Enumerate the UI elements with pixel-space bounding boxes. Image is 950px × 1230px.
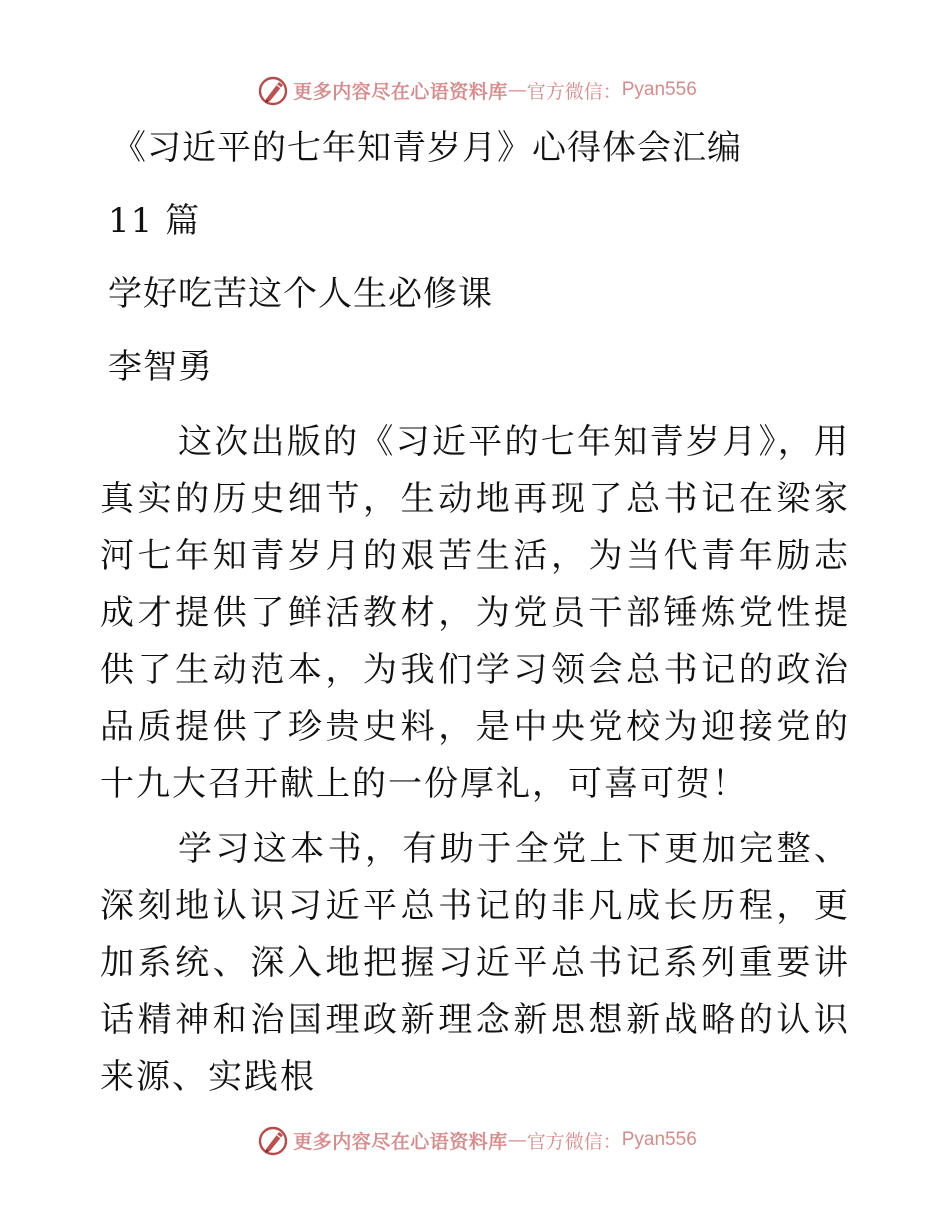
pen-logo-icon	[257, 1124, 289, 1156]
watermark-main-text: 更多内容尽在心语资料库	[293, 1130, 508, 1153]
watermark-wechat-id: Pyan556	[621, 1129, 697, 1150]
document-title: 《习近平的七年知青岁月》心得体会汇编	[112, 128, 742, 168]
article-author: 李智勇	[108, 347, 213, 387]
pen-logo-icon	[257, 74, 289, 106]
watermark-dash: —	[507, 79, 527, 101]
footer-watermark	[0, 1120, 950, 1160]
paragraph-2: 学习这本书，有助于全党上下更加完整、深刻地认识习近平总书记的非凡成长历程，更加系统、深入地把握习近平总书记系列重要讲话精神和治国理政新理念新思想新战略的认识来源、实践根	[100, 829, 850, 1097]
document-body	[100, 120, 850, 1106]
watermark-dash: —	[507, 1129, 527, 1151]
header-watermark	[0, 70, 950, 110]
article-subtitle: 学好吃苦这个人生必修课	[108, 274, 493, 314]
watermark-inner	[257, 1124, 697, 1156]
watermark-inner	[257, 74, 697, 106]
watermark-main-text: 更多内容尽在心语资料库	[293, 80, 508, 103]
watermark-wechat-label: 官方微信：	[526, 1130, 622, 1153]
watermark-wechat-id: Pyan556	[621, 79, 697, 100]
document-title-count: 11 篇	[108, 201, 201, 241]
paragraph-1: 这次出版的《习近平的七年知青岁月》，用真实的历史细节，生动地再现了总书记在梁家河七年知青岁月的艰苦生活，为当代青年励志成才提供了鲜活教材，为党员干部锤炼党性提供了生动范本，为我们学习领会总书记的政治品质提供了珍贵史料，是中央党校为迎接党的十九大召开献上的一份厚礼，可喜可贺！	[100, 422, 850, 804]
watermark-wechat-label: 官方微信：	[526, 80, 622, 103]
